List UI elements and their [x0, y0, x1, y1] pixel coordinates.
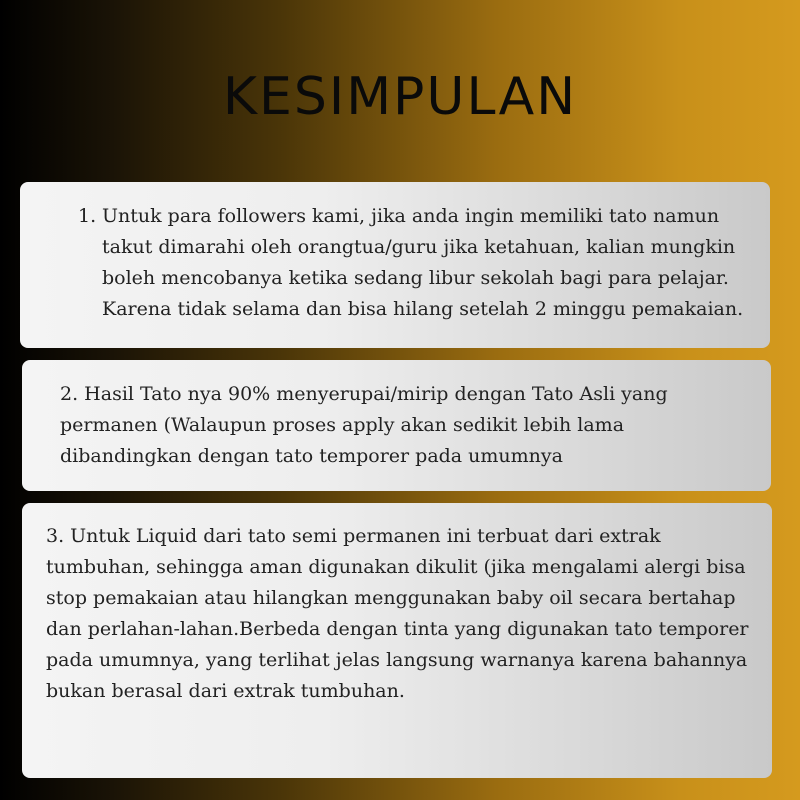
conclusion-card-2: [22, 360, 771, 491]
conclusion-card-3: [22, 503, 772, 778]
point-text-1: Untuk para followers kami, jika anda ingin memiliki tato namun takut dimarahi oleh orangtua/guru jika ketahuan, kalian mungkin boleh mencobanya ketika sedang libur sekolah bagi para pelajar. Karena tidak selama dan bisa hilang setelah 2 minggu pemakaian.: [102, 205, 744, 320]
point-text-2: 2. Hasil Tato nya 90% menyerupai/mirip dengan Tato Asli yang permanen (Walaupun proses apply akan sedikit lebih lama dibandingkan dengan tato temporer pada umumnya: [60, 383, 668, 467]
page-title: KESIMPULAN: [222, 67, 578, 127]
conclusion-card-1: [20, 182, 770, 348]
point-text-3: 3. Untuk Liquid dari tato semi permanen ini terbuat dari extrak tumbuhan, sehingga aman digunakan dikulit (jika mengalami alergi bisa stop pemakaian atau hilangkan menggunakan baby oil secara bertahap dan perlahan-lahan.Berbeda dengan tinta yang digunakan tato temporer pada umumnya, yang terlihat jelas langsung warnanya karena bahannya bukan berasal dari extrak tumbuhan.: [46, 525, 749, 702]
point-number-1: 1.: [78, 205, 97, 227]
